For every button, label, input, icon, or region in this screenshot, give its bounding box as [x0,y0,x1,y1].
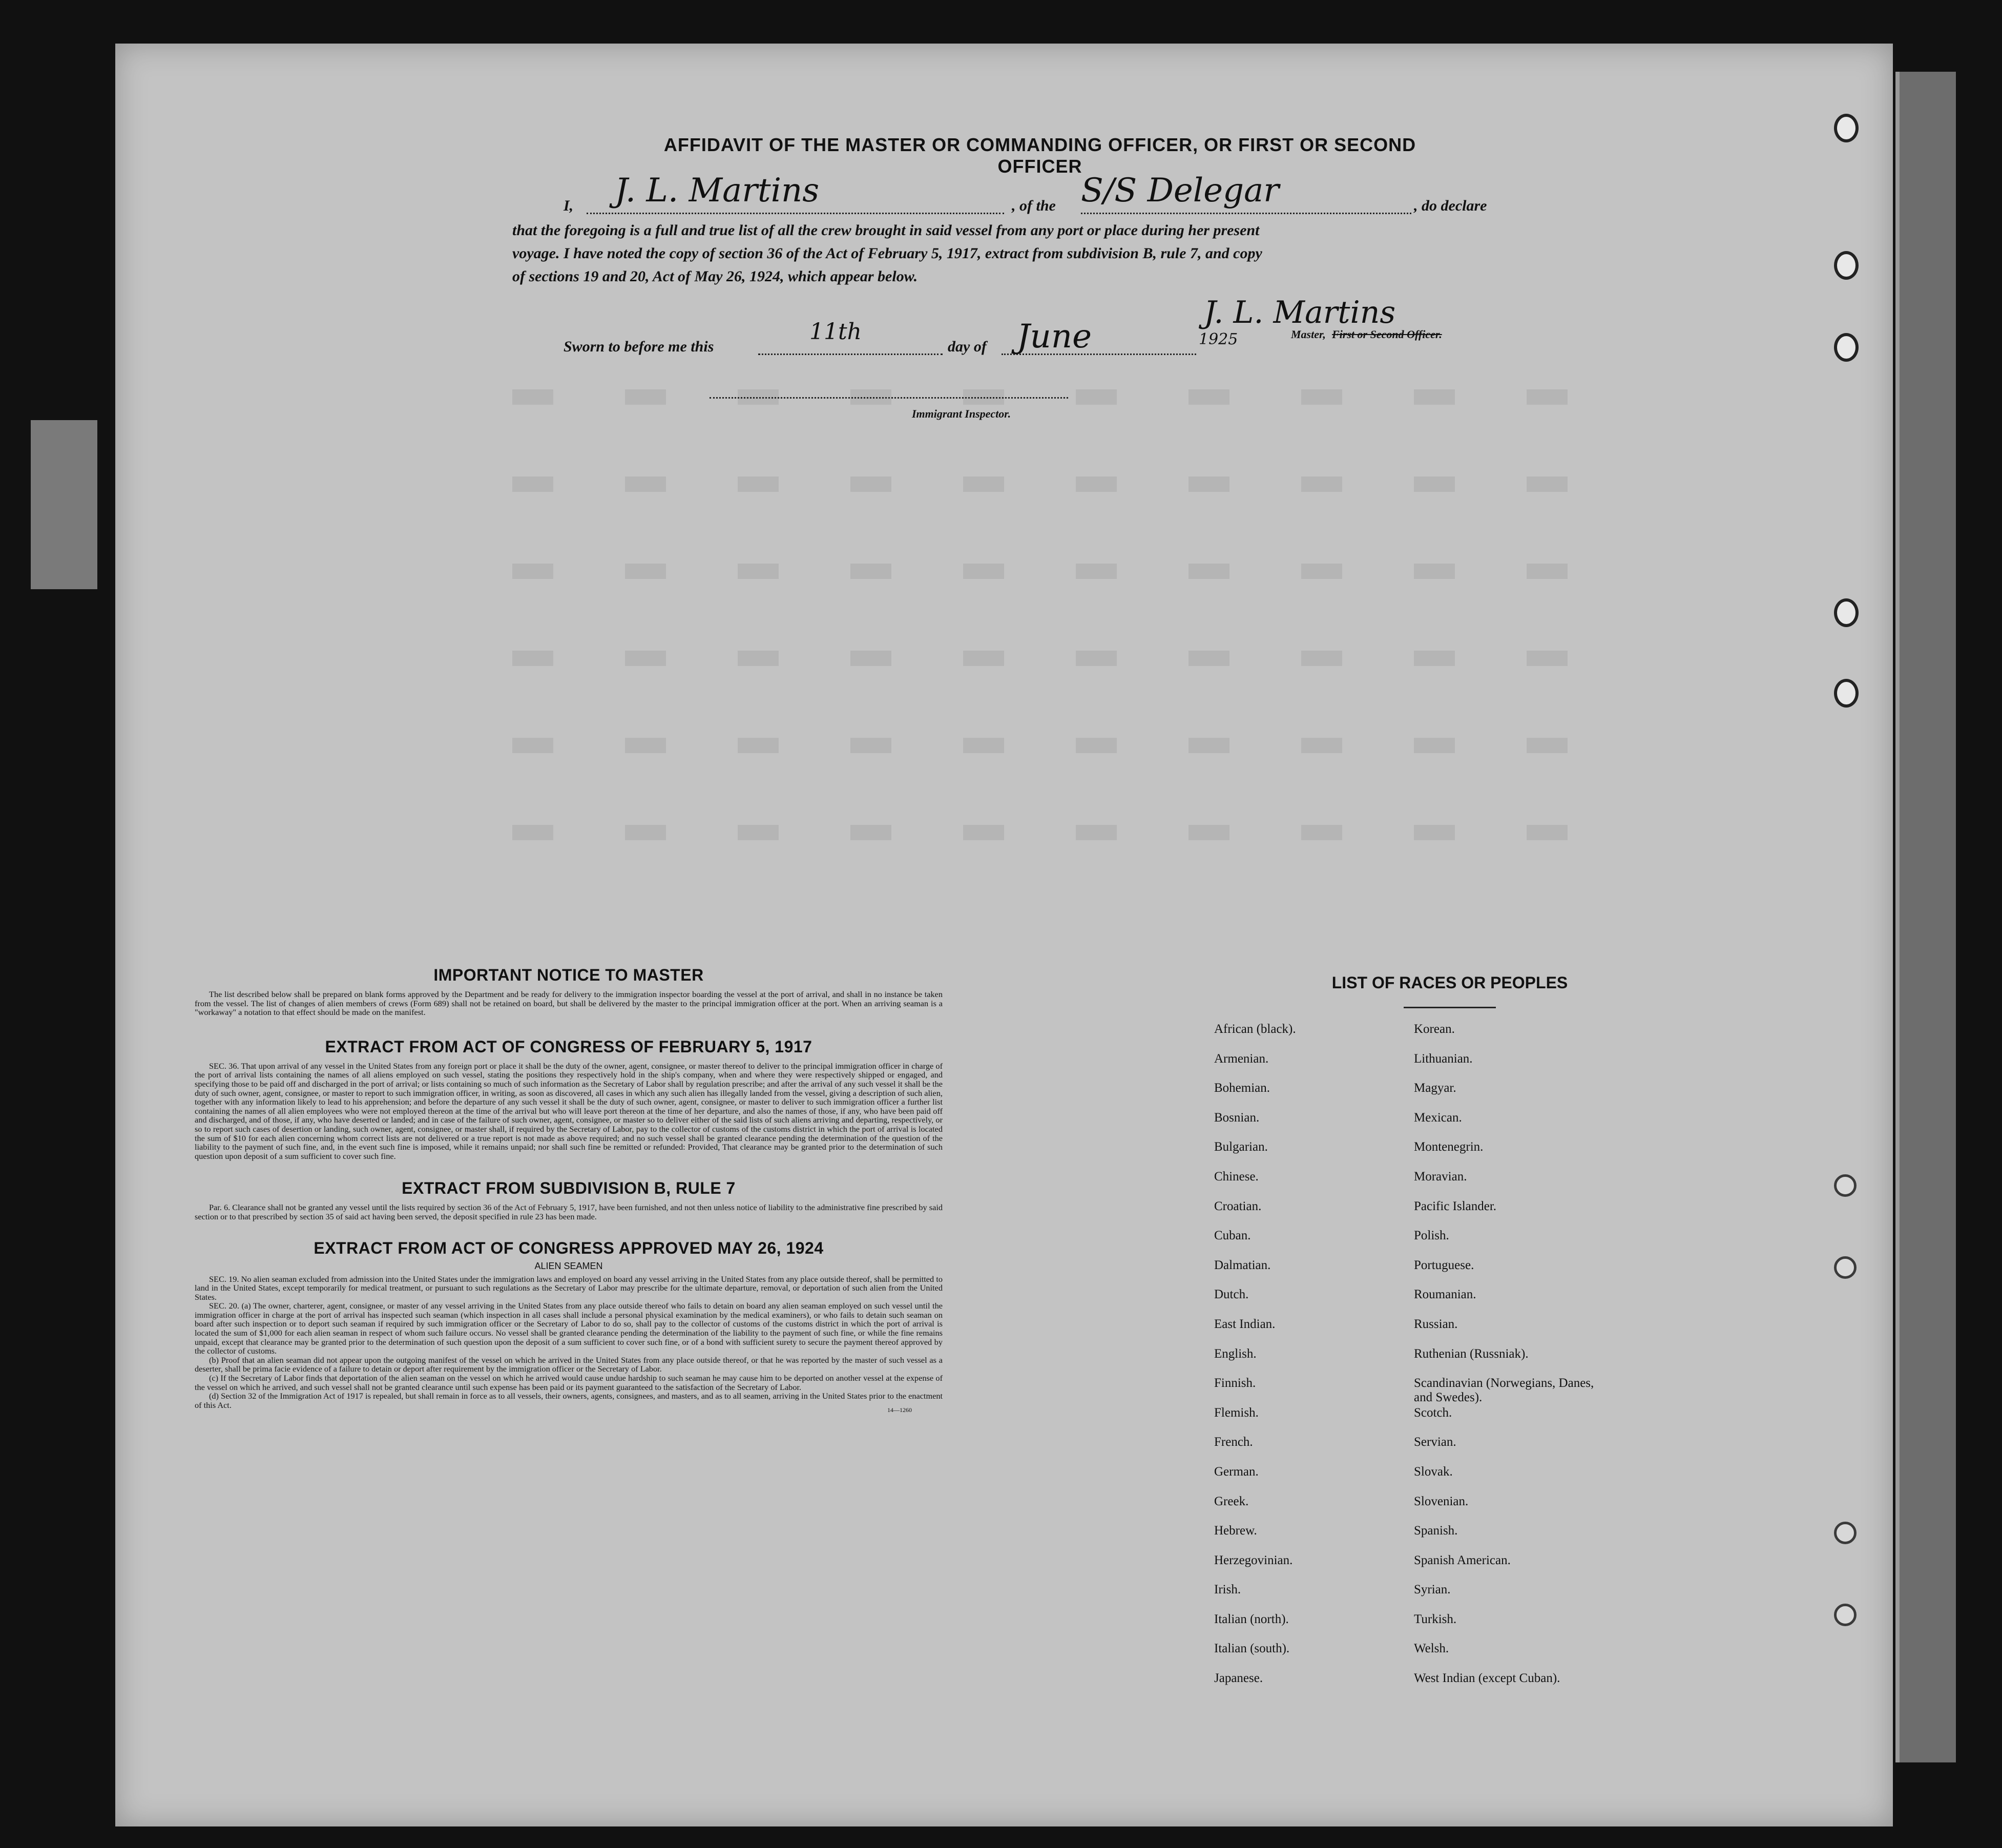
struck-officer-label: First or Second Officer. [1332,328,1442,341]
binding-hole [1834,1174,1857,1197]
race-item: Bohemian. [1214,1081,1270,1095]
sec19-body: SEC. 19. No alien seaman excluded from admission into the United States under the immigration laws and employed on board any vessel arriving in the United States from any place outside thereof, shall be permitted to land in the United States, except temporarily for medical treatment, or pursuant to such regulations as the Secretary of Labor may prescribe for the ultimate departure, removal, or deportation of such alien from the United States. [195,1274,943,1302]
races-right-column [1414,1022,1598,1701]
day-value: 11th [809,319,862,345]
punch-hole [1834,679,1859,708]
race-item: West Indian (except Cuban). [1414,1671,1560,1686]
notice-body: The list described below shall be prepared on blank forms approved by the Department and be ready for delivery to the immigration inspector boarding the vessel at the port of arrival, and shall in no instance be taken from the vessel. The list of changes of alien members of crews (Form 689) shall not be retained on board, but shall be delivered by the master to the principal immigration officer at the port. When an arriving seaman is a "workaway" a notation to that effect should be made on the manifest. [195,989,943,1018]
race-item: French. [1214,1435,1253,1449]
bleed-through-row [512,738,1639,753]
affidavit-i-label: I, [564,197,574,214]
race-item: Roumanian. [1414,1288,1476,1302]
race-item: Armenian. [1214,1051,1269,1066]
race-item: Russian. [1414,1317,1458,1331]
race-item: Croatian. [1214,1199,1262,1213]
race-item: Mexican. [1414,1110,1462,1125]
race-item: Slovak. [1414,1464,1453,1479]
master-role-label: Master, [1291,328,1326,341]
race-item: Turkish. [1414,1612,1457,1626]
race-item: Slovenian. [1414,1494,1469,1508]
race-item: Bulgarian. [1214,1140,1268,1154]
race-item: Ruthenian (Russniak). [1414,1346,1529,1361]
race-item: Dalmatian. [1214,1258,1271,1272]
race-item: East Indian. [1214,1317,1276,1331]
races-title-rule [1404,1007,1496,1008]
master-signature: J. L. Martins [1204,295,1396,330]
race-item: Italian (south). [1214,1642,1290,1656]
binding-hole [1834,1604,1857,1626]
notice-section [195,966,943,1017]
affidavit-line-3: voyage. I have noted the copy of section 36 of the Act of February 5, 1917, extract from subdivision B, rule 7, and copy [512,245,1262,262]
month-value: June [1017,318,1092,356]
year-value: 1925 [1199,330,1238,348]
race-item: Dutch. [1214,1288,1249,1302]
signature-line [587,213,1004,214]
binding-hole [1834,1256,1857,1279]
sec20d-body: (d) Section 32 of the Immigration Act of 1917 is repealed, but shall remain in force as to all vessels, their owners, agents, consignees, and masters, and as to all seamen, arriving in the United States prior to the enactment of this Act. [195,1391,943,1410]
vessel-name: S/S Delegar [1081,172,1279,210]
document-page [115,44,1893,1826]
race-item: Italian (north). [1214,1612,1289,1626]
race-item: Welsh. [1414,1642,1449,1656]
bleed-through-row [512,825,1639,840]
left-margin-strip [31,420,97,589]
rule7-body: Par. 6. Clearance shall not be granted any vessel until the lists required by section 36 of the Act of February 5, 1917, have been furnished, and not then unless notice of liability to the administrative fine prescribed by said section or to that prescribed by section 35 of said act having been served, the deposit specified in rule 23 has been made. [195,1202,943,1221]
rule7-section [195,1179,943,1221]
sec20b-body: (b) Proof that an alien seaman did not appear upon the outgoing manifest of the vessel on which he arrived in the United States from any place outside thereof, or that he was reported by the master of such vessel as a deserter, shall be prima facie evidence of a failure to detain or deport after requirement by the immigration officer or the Secretary of Labor. [195,1355,943,1374]
affidavit-do-declare: , do declare [1414,197,1487,214]
race-item: Cuban. [1214,1229,1251,1243]
race-item: English. [1214,1346,1257,1361]
inspector-label: Immigrant Inspector. [912,407,1011,420]
race-item: Irish. [1214,1583,1241,1597]
race-item: Bosnian. [1214,1110,1260,1125]
races-title: LIST OF RACES OR PEOPLES [1331,973,1568,992]
notices-column [195,966,943,1429]
bleed-through-row [512,564,1639,579]
day-line [758,354,943,355]
race-item: Flemish. [1214,1405,1259,1420]
affidavit-of-the: , of the [1012,197,1056,214]
notice-title: IMPORTANT NOTICE TO MASTER [433,966,704,984]
day-of-label: day of [948,338,987,355]
extract-1924-subtitle: ALIEN SEAMEN [534,1260,603,1271]
extract-1917-section [195,1037,943,1161]
race-item: Portuguese. [1414,1258,1474,1272]
bleed-through-row [512,389,1639,405]
race-item: Moravian. [1414,1169,1467,1183]
page-edge [1895,72,1956,1762]
sec20a-body: SEC. 20. (a) The owner, charterer, agent, consignee, or master of any vessel arriving in the United States from any place outside thereof who fails to detain on board any alien seaman employed on such vessel until the immigration officer in charge at the port of arrival has inspected such seaman (which inspection in all cases shall include a personal physical examination by the medical examiners), or who fails to detain such seaman on board after such inspection or to deport such seaman if required by such immigration officer or the Secretary of Labor to do so, shall pay to the collector of customs of the customs district in which the port of arrival is located the sum of $1,000 for each alien seaman in respect of whom such failure occurs. No vessel shall be granted clearance pending the determination of the liability to the payment of such fine, or while the fine remains unpaid, except that clearance may be granted prior to the determination of such question upon the deposit of a sum sufficient to cover such fine, or of a bond with sufficient surety to secure the payment thereof approved by the collector of customs. [195,1301,943,1356]
race-item: African (black). [1214,1022,1296,1036]
vessel-line [1081,213,1411,214]
races-left-column [1214,1022,1296,1701]
affidavit-line-2: that the foregoing is a full and true list of all the crew brought in said vessel from any port or place during her present [512,222,1260,239]
race-item: Chinese. [1214,1169,1259,1183]
race-item: Montenegrin. [1414,1140,1484,1154]
race-item: Magyar. [1414,1081,1456,1095]
bleed-through-row [512,476,1639,492]
race-item: Pacific Islander. [1414,1199,1497,1213]
extract-1917-title: EXTRACT FROM ACT OF CONGRESS OF FEBRUARY 5, 1917 [325,1037,812,1056]
race-item: Herzegovinian. [1214,1553,1293,1567]
extract-1924-title: EXTRACT FROM ACT OF CONGRESS APPROVED MAY 26, 1924 [314,1238,824,1257]
race-item: German. [1214,1464,1259,1479]
punch-hole [1834,333,1859,362]
race-item: Scandinavian (Norwegians, Danes, and Swedes). [1414,1376,1594,1405]
race-item: Servian. [1414,1435,1456,1449]
sec20c-body: (c) If the Secretary of Labor finds that deportation of the alien seaman on the vessel on which he arrived would cause undue hardship to such seaman he may cause him to be deported on another vessel at the expense of the vessel on which he arrived, and such vessel shall not be granted clearance until such expense has been paid or its payment guaranteed to the satisfaction of the Secretary of Labor. [195,1373,943,1392]
punch-hole [1834,251,1859,280]
race-item: Polish. [1414,1229,1449,1243]
extract-1917-body: SEC. 36. That upon arrival of any vessel in the United States from any foreign port or place it shall be the duty of the owner, agent, consignee, or master thereof to deliver to the principal immigration officer in charge of the port of arrival lists containing the names of all aliens employed on such vessel, stating the positions they respectively hold in the ship's company, when and where they were respectively shipped or engaged, and specifying those to be paid off and discharged in the port of arrival; or lists containing so much of such information as the Secretary of Labor shall by regulation prescribe; and after the arrival of any such vessel it shall be the duty of such owner, agent, consignee, or master to report to such immigration officer, in writing, as soon as discovered, all cases in which any such alien has illegally landed from the vessel, giving a description of such alien, together with any information likely to lead to his apprehension; and before the departure of any such vessel it shall be the duty of such owner, agent, consignee, or master to deliver to such immigration officer a further list containing the names of all alien employees who were not employed thereon at the time of the arrival but who will leave port thereon at the time of her departure, and also the names of those, if any, who have been paid off and discharged, and of those, if any, who have deserted or landed; and in case of the failure of such owner, agent, consignee, or master so to deliver either of the said lists of such aliens arriving and departing, respectively, or so to report such cases of desertion or landing, such owner, agent, consignee, or master shall, if required by the Secretary of Labor, pay to the collector of customs of the customs district in which the port of arrival is located the sum of $10 for each alien concerning whom correct lists are not delivered or a true report is not made as above required; and no such vessel shall be granted clearance pending the determination of the question of the liability to the payment of such fine, and, in the event such fine is imposed, while it remains unpaid; nor shall such fine be remitted or refunded: Provided, That clearance may be granted prior to the determination of such question upon deposit of a sum sufficient to cover such fine. [195,1061,943,1161]
race-item: Hebrew. [1214,1524,1257,1538]
race-item: Lithuanian. [1414,1051,1473,1066]
extract-1924-section [195,1239,943,1415]
affidavit-line-4: of sections 19 and 20, Act of May 26, 1924, which appear below. [512,268,918,285]
race-item: Japanese. [1214,1671,1263,1686]
race-item: Korean. [1414,1022,1455,1036]
race-item: Scotch. [1414,1405,1452,1420]
affidavit-title: AFFIDAVIT OF THE MASTER OR COMMANDING OFFICER, OR FIRST OR SECOND OFFICER [663,134,1416,177]
rule7-title: EXTRACT FROM SUBDIVISION B, RULE 7 [402,1179,736,1198]
inspector-signature-line [710,397,1068,399]
race-item: Syrian. [1414,1583,1451,1597]
punch-hole [1834,598,1859,627]
sworn-label: Sworn to before me this [564,338,714,355]
race-item: Greek. [1214,1494,1249,1508]
form-number: 14—1260 [887,1406,912,1414]
binding-hole [1834,1522,1857,1544]
race-item: Spanish. [1414,1524,1458,1538]
bleed-through-row [512,651,1639,666]
race-item: Spanish American. [1414,1553,1511,1567]
race-item: Finnish. [1214,1376,1256,1390]
officer-signature: J. L. Martins [615,172,820,210]
punch-hole [1834,114,1859,142]
